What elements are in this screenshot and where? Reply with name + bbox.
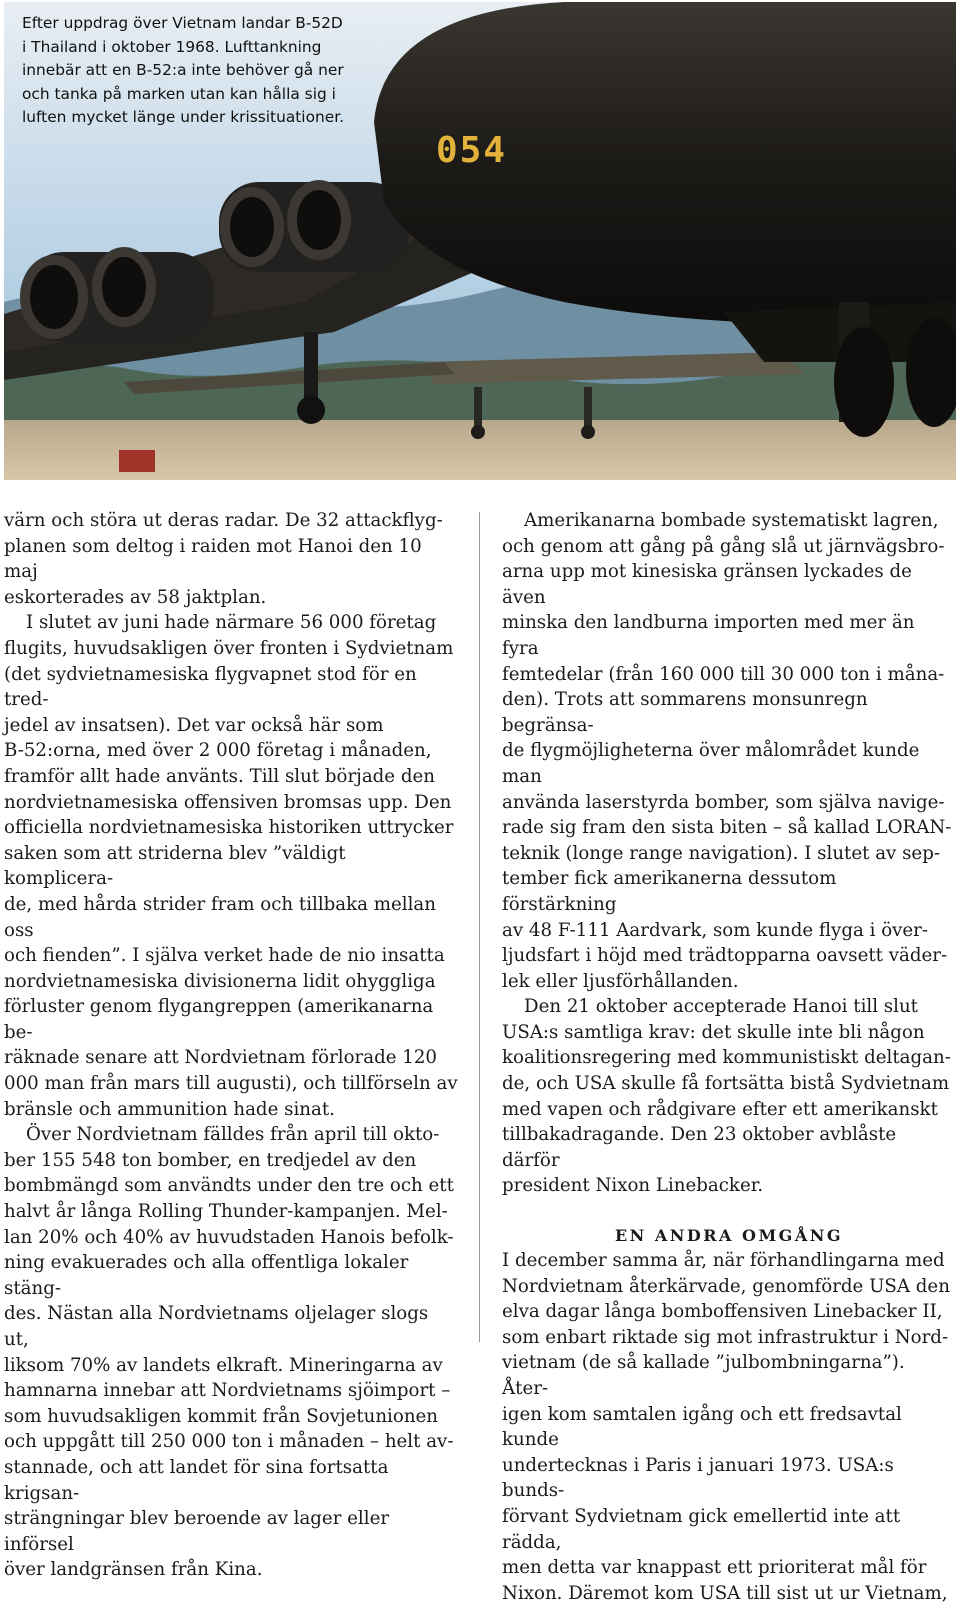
article-right-column: [502, 508, 956, 1606]
engine-pod-left: [20, 247, 214, 342]
section-heading: EN ANDRA OMGÅNG: [614, 1226, 844, 1246]
article-left-column: [4, 508, 458, 1583]
paragraph: Den 21 oktober accepterade Hanoi till slut USA:s samtliga krav: det skulle inte bli någon koalitionsregering med kommunistiskt deltagan- de, och USA skulle få fortsätta bistå Sydvietnam med vapen och rådgivare efter ett amerikanskt tillbakadragande. Den 23 oktober avblåste därför president Nixon Linebacker.: [502, 996, 951, 1197]
b52-photo: [4, 2, 956, 480]
tail-number: 054: [436, 130, 508, 171]
column-divider: [479, 512, 480, 1342]
paragraph: värn och störa ut deras radar. De 32 attackflyg- planen som deltog i raiden mot Hanoi den 10 maj eskorterades av 58 jaktplan.: [4, 510, 443, 608]
photo-caption: Efter uppdrag över Vietnam landar B-52D i Thailand i oktober 1968. Lufttankning innebär att en B-52:a inte behöver gå ner och tanka på marken utan kan hålla sig i luften mycket länge under krissituationer.: [22, 14, 345, 126]
paragraph: I slutet av juni hade närmare 56 000 företag flugits, huvudsakligen över fronten i Sydvietnam (det sydvietnamesiska flygvapnet stod för en tred- jedel av insatsen). Det var också här som B-52:orna, med över 2 000 företag i månaden, framför allt hade använts. Till slut började den nordvietnamesiska offensiven bromsas upp. Den officiella nordvietnamesiska historiken uttrycker saken som att striderna blev ”väldigt komplicera- de, med hårda strider fram och tillbaka mellan oss och fienden”. I själva verket hade de nio insatta nordvietnamesiska divisionerna lidit ohyggliga förluster genom flygangreppen (amerikanarna be- räknade senare att Nordvietnam förlorade 120 000 man från mars till augusti), och tillförseln av bränsle och ammunition hade sinat.: [4, 612, 458, 1120]
paragraph: Över Nordvietnam fälldes från april till okto- ber 155 548 ton bomber, en tredjedel av den bombmängd som användts under den tre och ett halvt år långa Rolling Thunder-kampanjen. Mel- lan 20% och 40% av huvudstaden Hanois befolk- ning evakuerades och alla offentliga lokaler stäng- des. Nästan alla Nordvietnams oljelager slogs ut, liksom 70% av landets elkraft. Mineringarna av hamnarna innebar att Nordvietnams sjöimport – som huvudsakligen kommit från Sovjetunionen och uppgått till 250 000 ton i månaden – helt av- stannade, och att landet för sina fortsatta krigsan- strängningar blev beroende av lager eller införsel över landgränsen från Kina.: [4, 1124, 454, 1581]
ground-marker: [119, 450, 155, 472]
engine-pod-right: [219, 180, 409, 272]
paragraph: Amerikanarna bombade systematiskt lagren, och genom att gång på gång slå ut järnvägsbro- arna upp mot kinesiska gränsen lyckades de även minska den landburna importen med mer än fyra femtedelar (från 160 000 till 30 000 ton i måna- den). Trots att sommarens monsunregn begränsa- de flygmöjligheterna över målområdet kunde man använda laserstyrda bomber, som själva navige- rade sig fram den sista biten – så kallad LORAN- teknik (longe range navigation). I slutet av sep- tember fick amerikanerna dessutom förstärkning av 48 F-111 Aardvark, som kunde flyga i över- ljudsfart i höjd med trädtopparna oavsett väder- lek eller ljusförhållanden.: [502, 510, 952, 992]
paragraph: I december samma år, när förhandlingarna med Nordvietnam återkärvade, genomförde USA den elva dagar långa bomboffensiven Linebacker II, som enbart riktade sig mot infrastruktur i Nord- vietnam (de så kallade ”julbombningarna”). Åter- igen kom samtalen igång och ett fredsavtal kunde undertecknas i Paris i januari 1973. USA:s bunds- förvant Sydvietnam gick emellertid inte att rädda, men detta var knappast ett prioriterat mål för Nixon. Däremot kom USA till sist ut ur Vietnam,: [502, 1250, 950, 1604]
